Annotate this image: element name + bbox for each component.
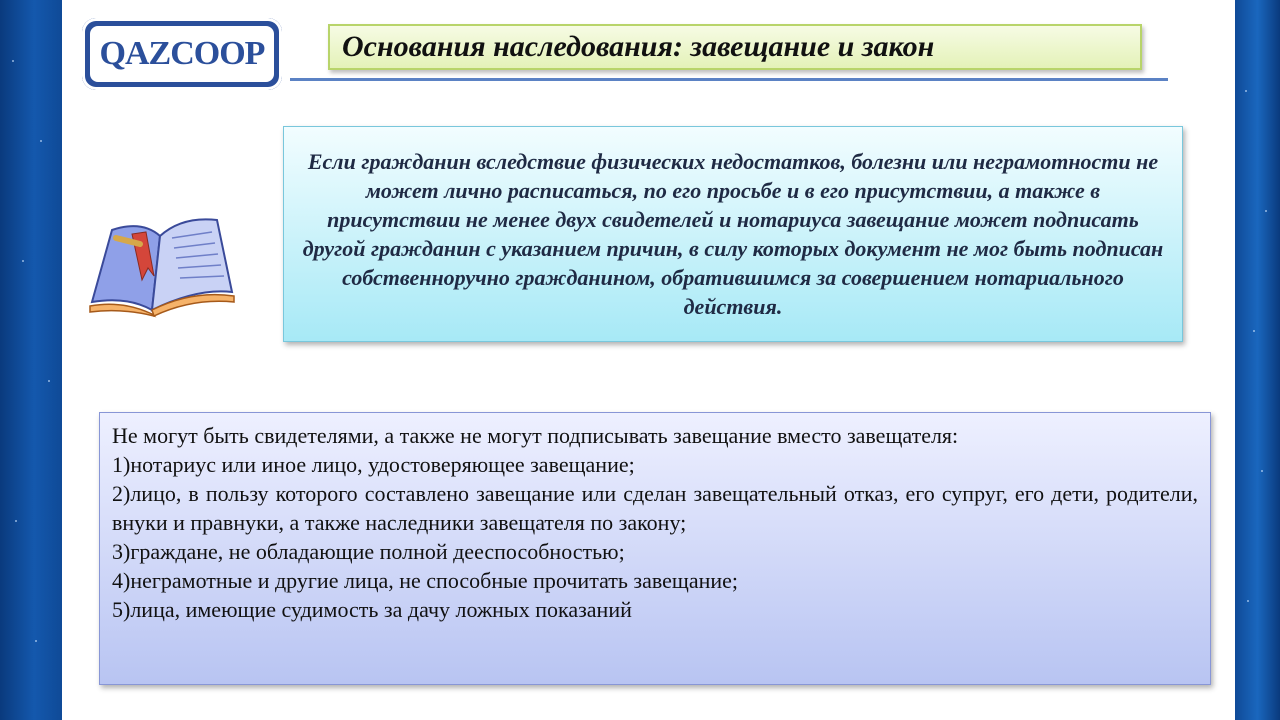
quote-box bbox=[283, 126, 1183, 342]
logo-inner bbox=[90, 26, 274, 82]
slide bbox=[62, 0, 1235, 720]
title-underline bbox=[290, 78, 1168, 81]
qazcoop-logo bbox=[82, 18, 282, 90]
list-item: 3)граждане, не обладающие полной дееспособностью; bbox=[112, 539, 625, 564]
background-left-panel bbox=[0, 0, 62, 720]
open-book-icon bbox=[82, 210, 242, 325]
slide-title: Основания наследования: завещание и закон bbox=[342, 30, 935, 63]
background-right-panel bbox=[1235, 0, 1280, 720]
quote-text: Если гражданин вследствие физических недостатков, болезни или неграмотности не может лично расписаться, по его просьбе и в его присутствии, а также в присутствии не менее двух свидетелей и нотариуса завещание может подписать другой гражданин с указанием причин, в силу которых документ не мог быть подписан собственноручно гражданином, обратившимся за совершением нотариального действия. bbox=[302, 149, 1164, 319]
logo-text: QAZCOOP bbox=[99, 35, 265, 72]
list-intro: Не могут быть свидетелями, а также не могут подписывать завещание вместо завещателя: bbox=[112, 423, 959, 448]
list-item: 5)лица, имеющие судимость за дачу ложных показаний bbox=[112, 597, 632, 622]
list-item: 1)нотариус или иное лицо, удостоверяющее завещание; bbox=[112, 452, 635, 477]
title-box bbox=[328, 24, 1142, 70]
list-item: 4)неграмотные и другие лица, не способные прочитать завещание; bbox=[112, 568, 739, 593]
list-item: 2)лицо, в пользу которого составлено завещание или сделан завещательный отказ, его супруг, его дети, родители, внуки и правнуки, а также наследники завещателя по закону; bbox=[112, 481, 1198, 535]
restrictions-list-box bbox=[99, 412, 1211, 685]
